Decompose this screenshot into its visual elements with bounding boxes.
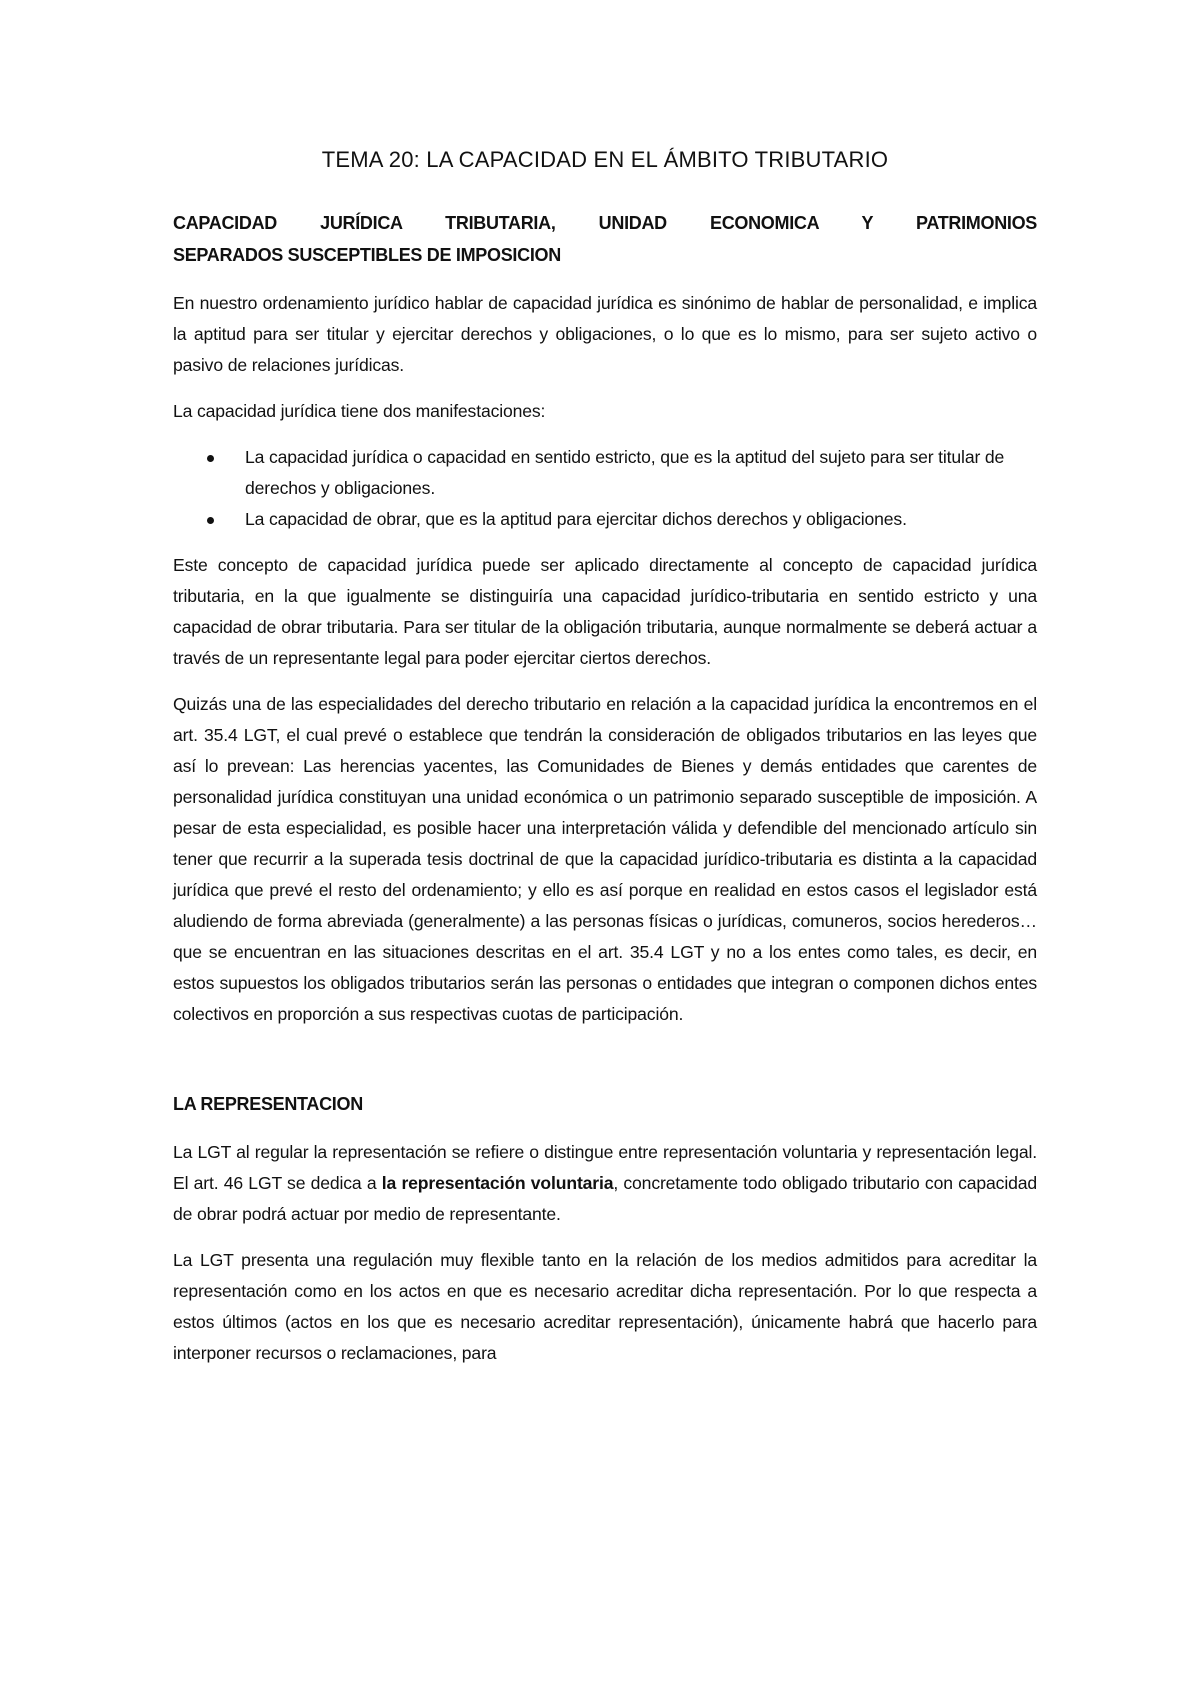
bullet-icon bbox=[207, 455, 214, 462]
list-item-text: La capacidad jurídica o capacidad en sentido estricto, que es la aptitud del sujeto para ser titular de derechos y obligaciones. bbox=[245, 447, 1005, 498]
list-item bbox=[173, 442, 1037, 504]
paragraph-especialidades: Quizás una de las especialidades del derecho tributario en relación a la capacidad jurídica la encontremos en el art. 35.4 LGT, el cual prevé o establece que tendrán la consideración de obligados tributarios en las leyes que así lo prevean: Las herencias yacentes, las Comunidades de Bienes y demás entidades que carentes de personalidad jurídica constituyan una unidad económica o un patrimonio separado susceptible de imposición. A pesar de esta especialidad, es posible hacer una interpretación válida y defendible del mencionado artículo sin tener que recurrir a la superada tesis doctrinal de que la capacidad jurídico-tributaria es distinta a la capacidad jurídica que prevé el resto del ordenamiento; y ello es así porque en realidad en estos casos el legislador está aludiendo de forma abreviada (generalmente) a las personas físicas o jurídicas, comuneros, socios herederos… que se encuentran en las situaciones descritas en el art. 35.4 LGT y no a los entes como tales, es decir, en estos supuestos los obligados tributarios serán las personas o entidades que integran o componen dichos entes colectivos en proporción a sus respectivas cuotas de participación. bbox=[173, 694, 1037, 1024]
list-item-text: La capacidad de obrar, que es la aptitud para ejercitar dichos derechos y obligaciones. bbox=[245, 509, 907, 529]
paragraph-regulacion-flexible: La LGT presenta una regulación muy flexible tanto en la relación de los medios admitidos para acreditar la representación como en los actos en que es necesario acreditar dicha representación. Por lo que respecta a estos últimos (actos en los que es necesario acreditar representación), únicamente habrá que hacerlo para interponer recursos o reclamaciones, para bbox=[173, 1250, 1037, 1363]
paragraph-manifestaciones: La capacidad jurídica tiene dos manifestaciones: bbox=[173, 401, 546, 421]
text-segment: , concretamente todo obligado tributario con capacidad de obrar podrá actuar por medio de representante. bbox=[173, 1173, 1037, 1224]
paragraph-representacion-intro bbox=[173, 1137, 1037, 1230]
text-segment: La LGT al regular la representación se refiere o distingue entre representación voluntaria y representación legal. El art. 46 LGT se dedica a bbox=[173, 1142, 1037, 1193]
list-item bbox=[173, 504, 1037, 535]
document-title: TEMA 20: LA CAPACIDAD EN EL ÁMBITO TRIBUTARIO bbox=[321, 147, 889, 172]
section-heading-line2: SEPARADOS SUSCEPTIBLES DE IMPOSICION bbox=[173, 245, 561, 265]
paragraph-capacidad-tributaria: Este concepto de capacidad jurídica puede ser aplicado directamente al concepto de capacidad jurídica tributaria, en la que igualmente se distinguiría una capacidad jurídico-tributaria en sentido estricto y una capacidad de obrar tributaria. Para ser titular de la obligación tributaria, aunque normalmente se deberá actuar a través de un representante legal para poder ejercitar ciertos derechos. bbox=[173, 555, 1037, 668]
section-heading-capacidad bbox=[173, 207, 1037, 271]
bold-term: la representación voluntaria bbox=[381, 1173, 614, 1193]
section-heading-line1: CAPACIDAD JURÍDICA TRIBUTARIA, UNIDAD ECONOMICA Y PATRIMONIOS bbox=[173, 213, 1037, 233]
paragraph-capacidad-intro: En nuestro ordenamiento jurídico hablar de capacidad jurídica es sinónimo de hablar de personalidad, e implica la aptitud para ser titular y ejercitar derechos y obligaciones, o lo que es lo mismo, para ser sujeto activo o pasivo de relaciones jurídicas. bbox=[173, 293, 1037, 375]
bullet-icon bbox=[207, 517, 214, 524]
section-heading-representacion: LA REPRESENTACION bbox=[173, 1094, 363, 1114]
bullet-list bbox=[173, 442, 1037, 535]
